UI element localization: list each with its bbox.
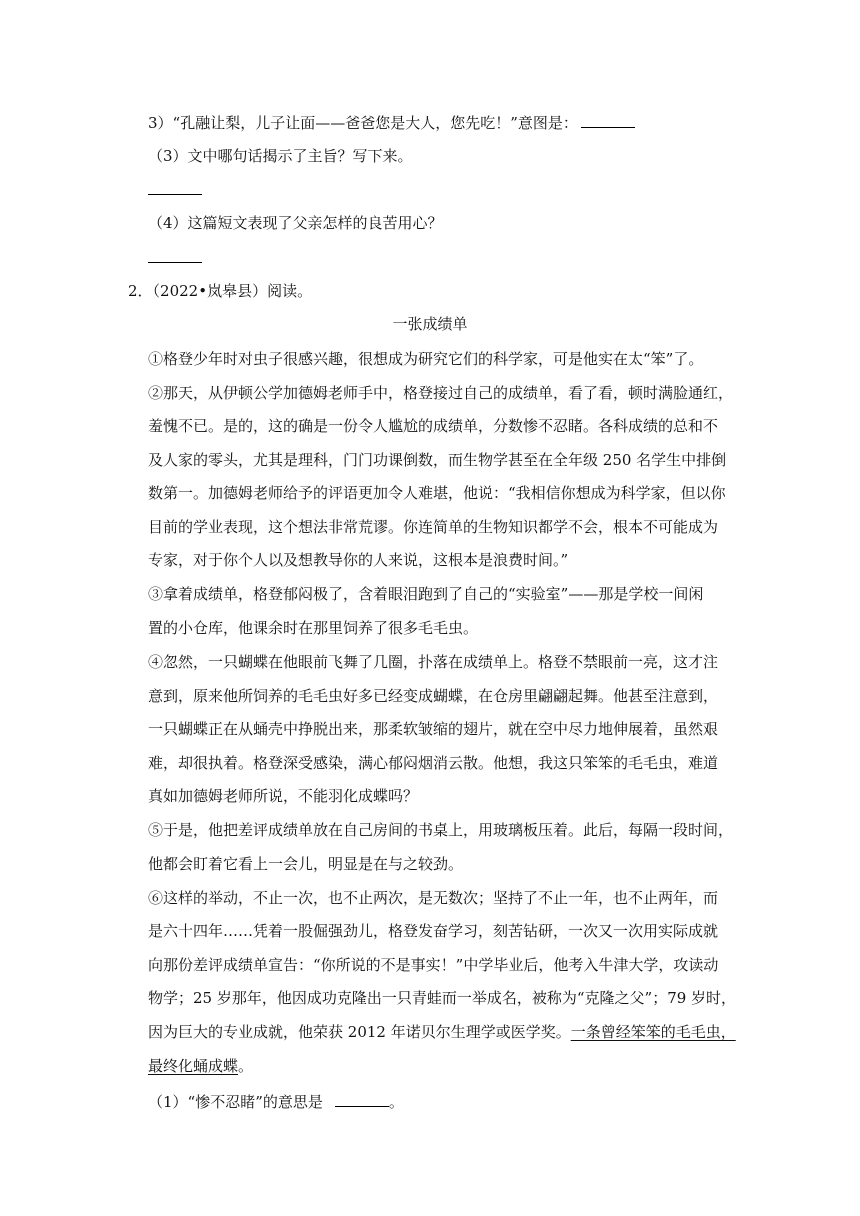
passage-line: 难，却很执着。格登深受感染，满心郁闷烟消云散。他想，我这只笨笨的毛毛虫，难道 (148, 754, 719, 772)
passage-line (148, 1056, 253, 1076)
passage-line: 真如加德姆老师所说，不能羽化成蝶吗？ (148, 787, 419, 805)
passage-line: 一只蝴蝶正在从蛹壳中挣脱出来，那柔软皱缩的翅片，就在空中尽力地伸展着，虽然艰 (148, 720, 719, 738)
answer-blank[interactable] (148, 193, 202, 195)
passage-line: ①格登少年时对虫子很感兴趣，很想成为研究它们的科学家，可是他实在太“笨”了。 (148, 350, 704, 368)
underlined-key-sentence: 一条曾经笨笨的毛毛虫， (570, 1023, 736, 1041)
passage-title: 一张成绩单 (392, 315, 468, 333)
answer-blank[interactable] (335, 1092, 389, 1107)
passage-line: 数第一。加德姆老师给予的评语更加令人难堪，他说：“我相信你想成为科学家，但以你 (148, 484, 726, 502)
passage-line: 他都会盯着它看上一会儿，明显是在与之较劲。 (148, 855, 464, 873)
sub-question-1 (148, 1092, 404, 1112)
passage-line: 置的小仓库，他课余时在那里饲养了很多毛毛虫。 (148, 619, 479, 637)
passage-line: 意到，原来他所饲养的毛毛虫好多已经变成蝴蝶，在仓房里翩翩起舞。他甚至注意到， (148, 687, 719, 705)
answer-blank[interactable] (148, 261, 202, 263)
prev-question-3-sub (148, 113, 635, 133)
passage-line: ③拿着成绩单，格登郁闷极了，含着眼泪跑到了自己的“实验室”——那是学校一间闲 (148, 585, 704, 603)
underlined-key-sentence: 最终化蛹成蝶 (148, 1057, 239, 1075)
answer-blank[interactable] (581, 113, 635, 128)
passage-text: 因为巨大的专业成就，他荣获 2012 年诺贝尔生理学或医学奖。 (148, 1023, 571, 1041)
sub-question-text: （1）“惨不忍睹”的意思是 (148, 1093, 323, 1111)
passage-line: 专家，对于你个人以及想教导你的人来说，这根本是浪费时间。” (148, 551, 569, 569)
prev-question-4: （4）这篇短文表现了父亲怎样的良苦用心？ (148, 214, 443, 232)
question-2-header: 2．（2022•岚皋县）阅读。 (128, 282, 313, 300)
prev-question-3: （3）文中哪句话揭示了主旨？写下来。 (148, 147, 413, 165)
passage-line: 及人家的零头，尤其是理科，门门功课倒数，而生物学甚至在全年级 250 名学生中排倒 (148, 451, 727, 469)
passage-line: 是六十四年……凭着一股倔强劲儿，格登发奋学习，刻苦钻研，一次又一次用实际成就 (148, 922, 719, 940)
prev-q3-sub-text: 3）“孔融让梨，儿子让面——爸爸您是大人，您先吃！”意图是： (148, 114, 578, 132)
passage-line: ⑤于是，他把差评成绩单放在自己房间的书桌上，用玻璃板压着。此后，每隔一段时间， (148, 821, 734, 839)
passage-line: 物学；25 岁那年，他因成功克隆出一只青蛙而一举成名，被称为“克隆之父”；79 岁时， (148, 989, 737, 1007)
passage-line: ④忽然，一只蝴蝶在他眼前飞舞了几圈，扑落在成绩单上。格登不禁眼前一亮，这才注 (148, 653, 719, 671)
passage-line: ⑥这样的举动，不止一次，也不止两次，是无数次；坚持了不止一年，也不止两年，而 (148, 889, 719, 907)
sub-question-end: 。 (388, 1093, 404, 1111)
passage-line: ②那天，从伊顿公学加德姆老师手中，格登接过自己的成绩单，看了看，顿时满脸通红， (148, 384, 734, 402)
passage-text: 。 (238, 1057, 254, 1075)
passage-line: 羞愧不已。是的，这的确是一份令人尴尬的成绩单，分数惨不忍睹。各科成绩的总和不 (148, 417, 719, 435)
passage-line: 向那份差评成绩单宣告：“你所说的不是事实！”中学毕业后，他考入牛津大学，攻读动 (148, 956, 719, 974)
passage-line (148, 1022, 736, 1042)
passage-line: 目前的学业表现，这个想法非常荒谬。你连简单的生物知识都学不会，根本不可能成为 (148, 518, 719, 536)
